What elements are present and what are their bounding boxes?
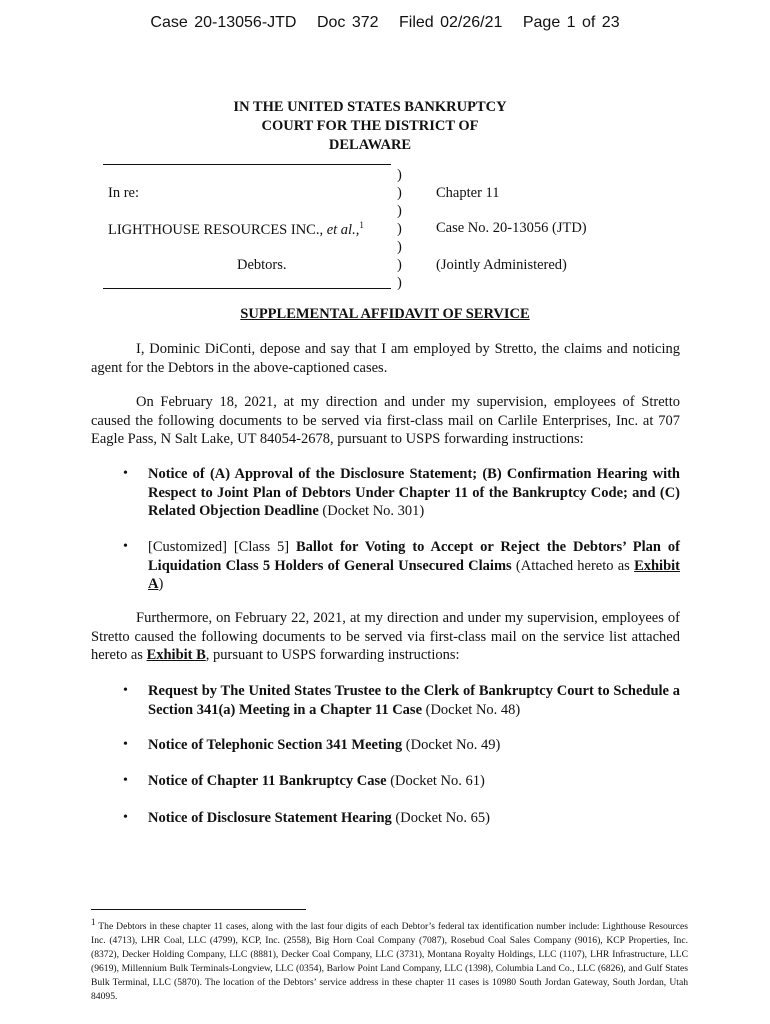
footnote-text: The Debtors in these chapter 11 cases, along with the last four digits of each Debtor’s federal tax identification number include: Lighthouse Resources Inc. (4713), LHR Coal, LLC (4799), KCP, Inc. (2558), Big Horn Coal Company (7087), Rosebud Coal Sales Company (9016), KCP Properties, Inc. (8372), Decker Holding Company, LLC (8881), Decker Coal Company, LLC (3731), Montana Royalty Holdings, LLC (1107), LHR Infrastructure, LLC (9619), Millennium Bulk Terminals-Longview, LLC (0354), Barlow Point Land Company, LLC (1398), Columbia Land Co., LLC (6826), and Gulf States Bulk Terminal, LLC (5870). The location of the Debtors’ service address in these chapter 11 cases is 10980 South Jordan Gateway, South Jordan, Utah 84095. bbox=[91, 921, 688, 1003]
bullet-icon: • bbox=[123, 737, 128, 752]
footnote bbox=[91, 915, 688, 1004]
caption-et-al: et al., bbox=[326, 221, 360, 238]
case-number-stamp: Case 20-13056-JTD bbox=[150, 14, 297, 31]
list-item-docket: (Docket No. 48) bbox=[422, 701, 521, 718]
caption-paren: ) bbox=[397, 185, 402, 201]
bullet-icon: • bbox=[123, 539, 128, 554]
caption-paren: ) bbox=[397, 257, 402, 273]
court-title-line-1: IN THE UNITED STATES BANKRUPTCY bbox=[233, 99, 507, 115]
list-item-prefix: [Customized] [Class 5] bbox=[148, 539, 296, 555]
caption-bottom-rule bbox=[103, 288, 391, 289]
court-title-line-3: DELAWARE bbox=[328, 137, 412, 153]
bullet-icon: • bbox=[123, 773, 128, 788]
caption-chapter: Chapter 11 bbox=[436, 185, 500, 201]
list-item-docket: (Docket No. 301) bbox=[318, 503, 425, 519]
list-item-bold: Notice of Chapter 11 Bankruptcy Case bbox=[148, 773, 387, 789]
caption-paren: ) bbox=[397, 221, 402, 237]
footnote-number: 1 bbox=[91, 917, 96, 927]
caption-paren: ) bbox=[397, 239, 402, 255]
list-item-close: ) bbox=[158, 576, 164, 592]
paragraph-service-feb22-text: Furthermore, on February 22, 2021, at my direction and under my supervision, employees of Stretto caused the following documents to be served via first-class mail on the service list attached hereto as bbox=[91, 610, 680, 663]
list-item-attached: (Attached hereto as bbox=[511, 557, 635, 574]
list-item-docket: (Docket No. 49) bbox=[402, 737, 501, 753]
paragraph-service-feb18-text: On February 18, 2021, at my direction and under my supervision, employees of Stretto caused the following documents to be served via first-class mail on Carlile Enterprises, Inc. at 707 Eagle Pass, N Salt Lake, UT 84054-2678, pursuant to USPS forwarding instructions: bbox=[91, 394, 680, 447]
list-item bbox=[148, 682, 680, 719]
list-item-docket: (Docket No. 61) bbox=[386, 773, 485, 789]
caption-paren: ) bbox=[397, 203, 402, 219]
list-item bbox=[148, 538, 680, 594]
list-item bbox=[148, 736, 680, 755]
exhibit-b-reference: Exhibit B bbox=[146, 647, 206, 663]
bullet-icon: • bbox=[123, 810, 128, 825]
list-item-bold: Request by The United States Trustee to the Clerk of Bankruptcy Court to Schedule a Section 341(a) Meeting in a Chapter 11 Case bbox=[148, 683, 680, 718]
list-item-bold: Notice of Disclosure Statement Hearing bbox=[148, 810, 392, 826]
filed-date-stamp: Filed 02/26/21 bbox=[398, 14, 503, 31]
paragraph-service-feb18 bbox=[91, 393, 680, 449]
list-item-bold: Notice of Telephonic Section 341 Meeting bbox=[148, 737, 403, 753]
filing-header bbox=[0, 14, 770, 32]
bullet-icon: • bbox=[123, 466, 128, 481]
list-item-bold: Ballot for Voting to Accept or Reject the Debtors’ Plan of Liquidation Class 5 Holders of General Unsecured Claims bbox=[148, 539, 680, 574]
paragraph-intro-text: I, Dominic DiConti, depose and say that I am employed by Stretto, the claims and noticing agent for the Debtors in the above-captioned cases. bbox=[91, 341, 680, 376]
exhibit-a-reference: Exhibit A bbox=[148, 557, 680, 592]
list-item bbox=[148, 465, 680, 521]
caption-paren: ) bbox=[397, 275, 402, 291]
caption-case-number: Case No. 20-13056 (JTD) bbox=[436, 220, 587, 236]
paragraph-intro bbox=[91, 340, 680, 377]
bullet-icon: • bbox=[123, 683, 128, 698]
caption-debtor-name bbox=[108, 220, 364, 239]
list-item bbox=[148, 809, 680, 828]
caption-in-re: In re: bbox=[108, 185, 139, 201]
court-title bbox=[200, 98, 540, 155]
list-item-bold: Notice of (A) Approval of the Disclosure Statement; (B) Confirmation Hearing with Respect to Joint Plan of Debtors Under Chapter 11 of the Bankruptcy Code; and (C) Related Objection Deadline bbox=[148, 466, 680, 519]
list-item-docket: (Docket No. 65) bbox=[391, 810, 491, 826]
footnote-marker: 1 bbox=[359, 220, 364, 230]
caption-top-rule bbox=[103, 164, 391, 165]
caption-debtor-name-text: LIGHTHOUSE RESOURCES INC., bbox=[108, 221, 324, 238]
paragraph-service-feb22-tail: , pursuant to USPS forwarding instructions: bbox=[205, 647, 460, 663]
court-title-line-2: COURT FOR THE DISTRICT OF bbox=[261, 118, 479, 134]
caption-debtors-label: Debtors. bbox=[237, 257, 287, 273]
doc-number-stamp: Doc 372 bbox=[316, 14, 379, 31]
paragraph-service-feb22 bbox=[91, 609, 680, 665]
caption-jointly-administered: (Jointly Administered) bbox=[436, 257, 567, 273]
list-item bbox=[148, 772, 680, 791]
affidavit-title: SUPPLEMENTAL AFFIDAVIT OF SERVICE bbox=[240, 306, 530, 322]
page-number-stamp: Page 1 of 23 bbox=[522, 14, 620, 31]
caption-paren: ) bbox=[397, 167, 402, 183]
footnote-rule bbox=[91, 909, 306, 910]
